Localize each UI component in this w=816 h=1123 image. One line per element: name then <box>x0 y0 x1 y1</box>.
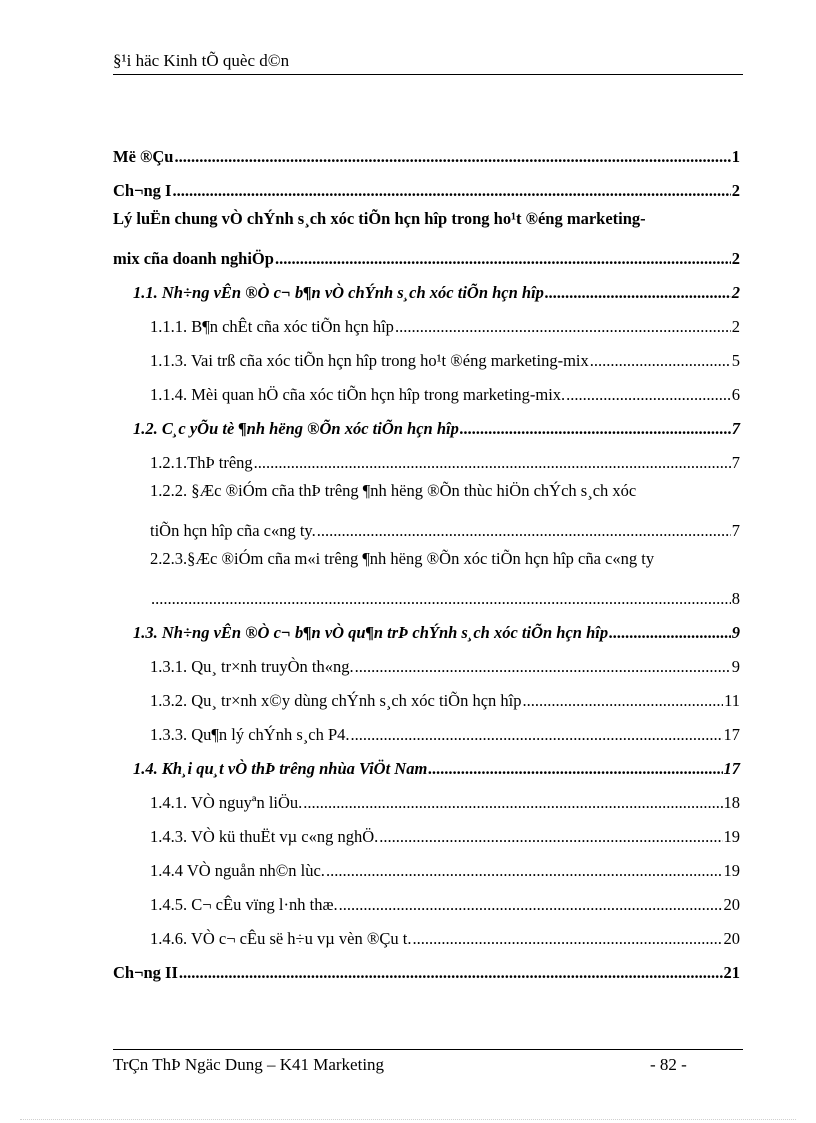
toc-entry-1-4-3[interactable] <box>113 814 740 848</box>
toc-entry-text: 1.1.4. Mèi quan hÖ cña xóc tiÕn hçn hîp trong marketing-mix. <box>150 385 566 404</box>
toc-page-number: 9 <box>731 657 740 676</box>
toc-page-number: 2 <box>731 283 740 302</box>
toc-page-number: 7 <box>731 521 740 540</box>
toc-entry-text-line2: mix cña doanh nghiÖp <box>113 249 274 268</box>
toc-page-number: 8 <box>731 589 740 608</box>
leader-dots <box>254 452 731 474</box>
toc-entry-1-1-4[interactable] <box>113 372 740 406</box>
toc-entry-1-3-3[interactable] <box>113 712 740 746</box>
toc-page-number: 5 <box>731 351 740 370</box>
toc-entry-1-1[interactable] <box>113 270 740 304</box>
toc-entry-chuong-1[interactable] <box>113 168 740 202</box>
toc-entry-text: Më ®Çu <box>113 147 174 166</box>
header-title: §¹i häc Kinh tÕ quèc d©n <box>113 51 290 70</box>
toc-entry-text: 1.1.3. Vai trß cña xóc tiÕn hçn hîp trong ho¹t ®éng marketing-mix <box>150 351 589 370</box>
toc-page-number: 17 <box>723 759 740 778</box>
footer-page-number: - 82 - <box>650 1055 687 1074</box>
toc-page-number: 20 <box>723 929 740 948</box>
toc-page-number: 9 <box>731 623 740 642</box>
page-footer <box>113 1049 743 1080</box>
toc-page-number: 20 <box>723 895 740 914</box>
leader-dots <box>590 350 731 372</box>
toc-entry-text: 1.4.4 VÒ nguån nh©n lùc. <box>150 861 325 880</box>
toc-page-number: 17 <box>723 725 740 744</box>
leader-dots <box>179 962 723 984</box>
leader-dots <box>275 248 731 270</box>
leader-dots <box>460 418 731 440</box>
toc-entry-text: Ch¬ng I <box>113 181 172 200</box>
toc-page-number: 19 <box>723 827 740 846</box>
page-header <box>113 50 743 75</box>
toc-entry-chuong-2[interactable] <box>113 950 740 984</box>
toc-entry-text: 1.2.1.ThÞ trêng <box>150 453 253 472</box>
leader-dots <box>317 520 731 542</box>
toc-entry-text: 1.1. Nh÷ng vÊn ®Ò c¬ b¶n vÒ chÝnh s¸ch xóc tiÕn hçn hîp <box>133 283 544 302</box>
toc-entry-ly-luan[interactable] <box>113 202 740 270</box>
toc-page-number: 2 <box>731 249 740 268</box>
table-of-contents <box>113 134 740 984</box>
leader-dots <box>395 316 731 338</box>
toc-page-number: 7 <box>731 419 740 438</box>
toc-entry-1-2-2[interactable] <box>113 474 740 542</box>
toc-entry-1-3-2[interactable] <box>113 678 740 712</box>
toc-entry-text: 1.3.1. Qu¸ tr×nh truyÒn th«ng. <box>150 657 354 676</box>
leader-dots <box>326 860 723 882</box>
leader-dots <box>151 588 731 610</box>
toc-page-number: 19 <box>723 861 740 880</box>
toc-page-number: 11 <box>724 691 740 710</box>
leader-dots <box>355 656 731 678</box>
toc-entry-2-2-3[interactable] <box>113 542 740 610</box>
toc-page-number: 21 <box>723 963 740 982</box>
toc-entry-1-4-6[interactable] <box>113 916 740 950</box>
toc-entry-text: 1.4.1. VÒ nguyªn liÖu. <box>150 793 303 812</box>
leader-dots <box>566 384 731 406</box>
footer-author: TrÇn ThÞ Ngäc Dung – K41 Marketing <box>113 1055 385 1074</box>
toc-page-number: 6 <box>731 385 740 404</box>
toc-entry-1-2-1[interactable] <box>113 440 740 474</box>
toc-entry-1-2[interactable] <box>113 406 740 440</box>
toc-entry-text: 1.2. C¸c yÕu tè ¶nh hëng ®Õn xóc tiÕn hçn hîp <box>133 419 459 438</box>
leader-dots <box>523 690 724 712</box>
toc-entry-text-line1: 1.2.2. §Æc ®iÓm cña thÞ trêng ¶nh hëng ®Õn thùc hiÖn chÝch s¸ch xóc <box>150 481 637 500</box>
toc-page-number: 7 <box>731 453 740 472</box>
toc-page-number: 18 <box>723 793 740 812</box>
toc-entry-1-1-1[interactable] <box>113 304 740 338</box>
leader-dots <box>172 180 730 202</box>
toc-entry-1-4-1[interactable] <box>113 780 740 814</box>
toc-entry-mo-dau[interactable] <box>113 134 740 168</box>
toc-entry-1-4-5[interactable] <box>113 882 740 916</box>
toc-entry-1-4-4[interactable] <box>113 848 740 882</box>
toc-entry-text: 1.1.1. B¶n chÊt cña xóc tiÕn hçn hîp <box>150 317 394 336</box>
toc-entry-text-line1: 2.2.3.§Æc ®iÓm cña m«i trêng ¶nh hëng ®Õn xóc tiÕn hçn hîp cña c«ng ty <box>150 549 655 568</box>
toc-entry-text: 1.3. Nh÷ng vÊn ®Ò c¬ b¶n vÒ qu¶n trÞ chÝnh s¸ch xóc tiÕn hçn hîp <box>133 623 609 642</box>
leader-dots <box>412 928 722 950</box>
leader-dots <box>174 146 730 168</box>
leader-dots <box>609 622 731 644</box>
leader-dots <box>351 724 723 746</box>
toc-entry-text: 1.4. Kh¸i qu¸t vÒ thÞ trêng nhùa ViÖt Nam <box>133 759 428 778</box>
page-bottom-edge <box>20 1119 796 1120</box>
toc-entry-1-3-1[interactable] <box>113 644 740 678</box>
toc-page-number: 1 <box>731 147 740 166</box>
toc-page-number: 2 <box>731 181 740 200</box>
toc-entry-text: 1.4.5. C¬ cÊu vïng l·nh thæ. <box>150 895 338 914</box>
toc-entry-1-1-3[interactable] <box>113 338 740 372</box>
toc-entry-text-line2: tiÕn hçn hîp cña c«ng ty. <box>150 521 316 540</box>
toc-page-number: 2 <box>731 317 740 336</box>
toc-entry-text: 1.3.2. Qu¸ tr×nh x©y dùng chÝnh s¸ch xóc tiÕn hçn hîp <box>150 691 522 710</box>
toc-entry-text: Ch¬ng II <box>113 963 178 982</box>
toc-entry-text: 1.3.3. Qu¶n lý chÝnh s¸ch P4. <box>150 725 350 744</box>
leader-dots <box>428 758 722 780</box>
toc-entry-text-line1: Lý luËn chung vÒ chÝnh s¸ch xóc tiÕn hçn hîp trong ho¹t ®éng marketing- <box>113 209 646 228</box>
leader-dots <box>339 894 723 916</box>
leader-dots <box>379 826 722 848</box>
leader-dots <box>303 792 722 814</box>
toc-entry-1-4[interactable] <box>113 746 740 780</box>
toc-entry-text: 1.4.6. VÒ c¬ cÊu së h÷u vµ vèn ®Çu t. <box>150 929 412 948</box>
toc-entry-1-3[interactable] <box>113 610 740 644</box>
toc-entry-text: 1.4.3. VÒ kü thuËt vµ c«ng nghÖ. <box>150 827 379 846</box>
leader-dots <box>545 282 731 304</box>
